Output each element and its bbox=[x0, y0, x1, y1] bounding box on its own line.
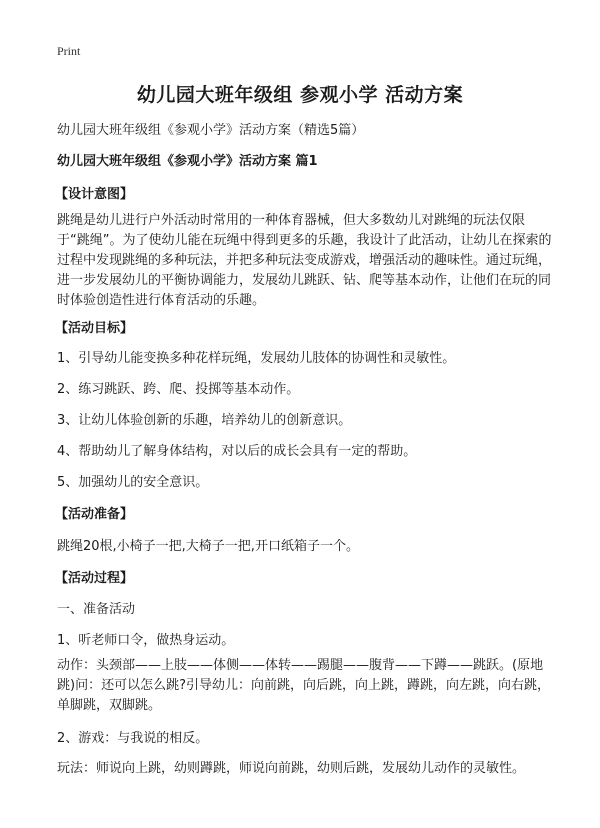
goals-heading: 【活动目标】 bbox=[55, 321, 134, 336]
page-title: 幼儿园大班年级组 参观小学 活动方案 bbox=[136, 84, 464, 106]
process-item: 2、游戏：与我说的相反。 bbox=[57, 731, 209, 746]
goal-item: 5、加强幼儿的安全意识。 bbox=[57, 475, 209, 490]
process-item: 1、听老师口令，做热身运动。 bbox=[57, 633, 235, 648]
prep-text: 跳绳20根,小椅子一把,大椅子一把,开口纸箱子一个。 bbox=[57, 539, 359, 554]
design-paragraph: 跳绳是幼儿进行户外活动时常用的一种体育器械，但大多数幼儿对跳绳的玩法仅限于“跳绳”。为了使幼儿能在玩绳中得到更多的乐趣，我设计了此活动，让幼儿在探索的过程中发现跳绳的多种玩法，并把多种玩法变成游戏，增强活动的趣味性。通过玩绳，进一步发展幼儿的平衡协调能力，发展幼儿跳跃、钻、爬等基本动作，让他们在玩的同时体验创造性进行体育活动的乐趣。 bbox=[57, 213, 552, 308]
process-heading: 【活动过程】 bbox=[55, 571, 134, 586]
goal-item: 3、让幼儿体验创新的乐趣，培养幼儿的创新意识。 bbox=[57, 413, 352, 428]
prep-heading: 【活动准备】 bbox=[55, 507, 134, 522]
process-action: 动作：头颈部——上肢——体侧——体转——踢腿——腹背——下蹲——跳跃。(原地跳)问：还可以怎么跳?引导幼儿：向前跳，向后跳，向上跳，蹲跳，向左跳，向右跳，单脚跳，双脚跳。 bbox=[57, 658, 550, 713]
process-play: 玩法：师说向上跳，幼则蹲跳，师说向前跳，幼则后跳，发展幼儿动作的灵敏性。 bbox=[57, 761, 526, 776]
goal-item: 2、练习跳跃、跨、爬、投掷等基本动作。 bbox=[57, 382, 300, 397]
goal-item: 1、引导幼儿能变换多种花样玩绳，发展幼儿肢体的协调性和灵敏性。 bbox=[57, 351, 456, 366]
process-step: 一、准备活动 bbox=[57, 602, 136, 617]
subtitle: 幼儿园大班年级组《参观小学》活动方案（精选5篇） bbox=[57, 123, 365, 138]
print-link[interactable]: Print bbox=[57, 44, 81, 58]
goal-item: 4、帮助幼儿了解身体结构，对以后的成长会具有一定的帮助。 bbox=[57, 444, 417, 459]
section-title: 幼儿园大班年级组《参观小学》活动方案 篇1 bbox=[57, 154, 318, 169]
design-heading: 【设计意图】 bbox=[55, 187, 134, 202]
